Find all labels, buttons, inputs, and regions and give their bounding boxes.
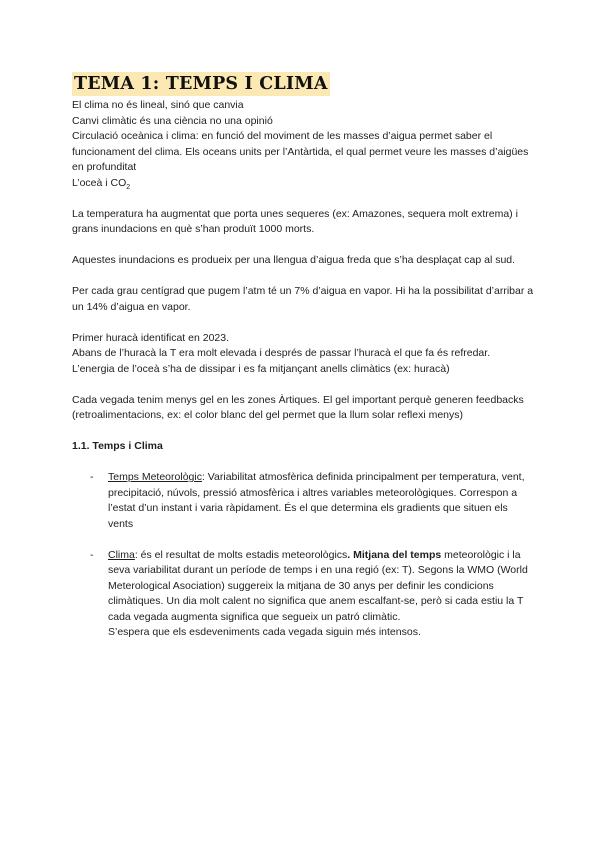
paragraph-vapor: Per cada grau centígrad que pugem l’atm té un 7% d’aigua en vapor. Hi ha la possibilitat d’arribar a un 14% d’aigua en vapor. <box>72 285 534 313</box>
spacer <box>72 191 534 207</box>
section-heading: 1.1. Temps i Clima <box>72 440 163 452</box>
intro-line-2: Canvi climàtic és una ciència no una opinió <box>72 114 273 127</box>
bullet-dash: - <box>90 548 94 561</box>
paragraph-floods: Aquestes inundacions es produeix per una llengua d’aigua freda que s’ha desplaçat cap al sud. <box>72 254 516 266</box>
intro-line-4 <box>72 176 534 192</box>
paragraph-hurricane-3: L’energia de l’oceà s’ha de dissipar i es fa mitjançant anells climàtics (ex: huracà) <box>72 362 450 375</box>
definition-clima-bold: . Mitjana del temps <box>347 548 442 561</box>
spacer <box>72 455 534 471</box>
spacer <box>72 238 534 254</box>
intro-line-4-text: L’oceà i CO <box>72 176 127 189</box>
intro-line-1: El clima no és lineal, sinó que canvia <box>72 99 244 111</box>
page-title: TEMA 1: TEMPS I CLIMA <box>74 74 328 94</box>
paragraph-hurricane-1: Primer huracà identificat en 2023. <box>72 331 230 344</box>
term-temps-meteorologic: Temps Meteorològic <box>108 471 202 483</box>
spacer <box>72 315 534 331</box>
spacer <box>72 269 534 285</box>
intro-line-3: Circulació oceànica i clima: en funció del moviment de les masses d’aigua permet saber el funcionament del clima. Els oceans units per l’Antàrtida, el qual permet veure les masses d’aigües en profunditat <box>72 130 529 173</box>
bullet-dash: - <box>90 471 94 483</box>
list-item-temps <box>72 470 534 532</box>
term-clima: Clima <box>108 548 135 561</box>
definition-list <box>72 470 534 641</box>
definition-clima-a: : és el resultat de molts estadis meteorològics <box>134 548 348 561</box>
list-item-clima <box>72 548 534 641</box>
list-spacer <box>72 532 534 548</box>
spacer <box>72 377 534 393</box>
definition-clima-b: meteorològic i la seva variabilitat durant un període de temps i en una regió (ex: T). Segons la WMO (World Meterological Asociation) suggereix la mitjana de 30 anys per definir les condicions climàtiques. Un dia molt calent no significa que anem escalfant-se, però si cada estiu la T cada vegada augmenta significa que segueix un patró climàtic. <box>108 548 528 623</box>
paragraph-temperature: La temperatura ha augmentat que porta unes sequeres (ex: Amazones, sequera molt extrema) i grans inundacions en què s’han produït 1000 morts. <box>72 207 518 235</box>
paragraph-ice: Cada vegada tenim menys gel en les zones Àrtiques. El gel important perquè generen feedbacks (retroalimentacions, ex: el color blanc del gel permet que la llum solar reflexi menys) <box>72 393 524 421</box>
definition-temps: : Variabilitat atmosfèrica definida principalment per temperatura, vent, precipitació, núvols, pressió atmosfèrica i altres variables meteorològiques. Correspon a l’estat d’un instant i varia ràpidament. És el que determina els gradients que situen els vents <box>108 471 525 530</box>
document-body <box>72 72 534 641</box>
co2-subscript: 2 <box>126 183 131 191</box>
definition-clima-extra: S’espera que els esdeveniments cada vegada siguin més intensos. <box>108 626 421 638</box>
paragraph-hurricane-2: Abans de l’huracà la T era molt elevada i després de passar l’huracà el que fa és refredar. <box>72 347 491 359</box>
spacer <box>72 424 534 440</box>
